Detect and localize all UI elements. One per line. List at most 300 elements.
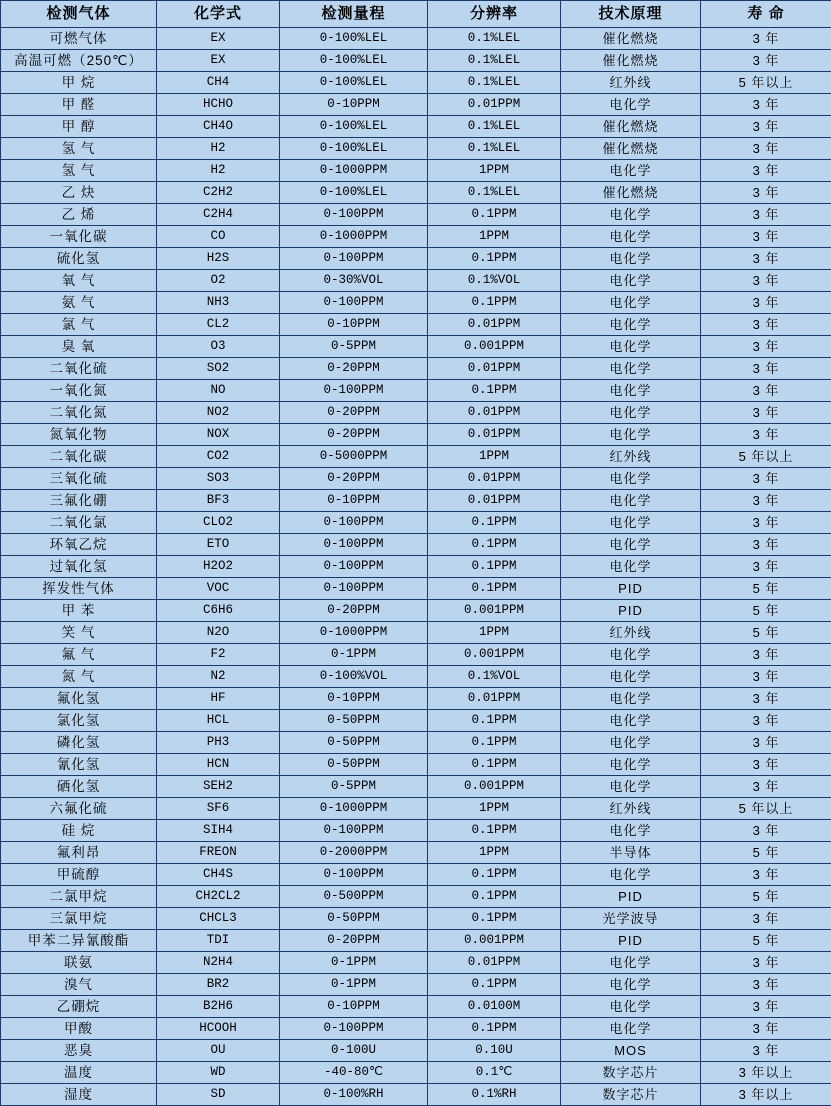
cell-formula: HCHO: [157, 94, 280, 116]
column-header-range: 检测量程: [280, 1, 428, 28]
table-row: [1, 556, 831, 578]
cell-range: 0-50PPM: [280, 732, 428, 754]
table-row: [1, 1018, 831, 1040]
cell-life: 3 年: [701, 94, 831, 116]
cell-formula: HF: [157, 688, 280, 710]
cell-range: 0-100PPM: [280, 556, 428, 578]
cell-formula: CO: [157, 226, 280, 248]
cell-range: 0-100%LEL: [280, 50, 428, 72]
table-header: [1, 1, 831, 28]
cell-life: 3 年: [701, 776, 831, 798]
cell-name: 氢 气: [1, 138, 157, 160]
table-row: [1, 160, 831, 182]
cell-principle: 电化学: [561, 864, 701, 886]
cell-principle: 电化学: [561, 534, 701, 556]
cell-formula: SF6: [157, 798, 280, 820]
cell-range: 0-100%RH: [280, 1084, 428, 1106]
cell-resolution: 0.1%LEL: [428, 116, 561, 138]
table-row: [1, 446, 831, 468]
table-row: [1, 886, 831, 908]
cell-range: 0-10PPM: [280, 490, 428, 512]
cell-life: 3 年: [701, 864, 831, 886]
cell-life: 5 年: [701, 842, 831, 864]
cell-range: 0-1PPM: [280, 974, 428, 996]
cell-principle: 电化学: [561, 314, 701, 336]
cell-resolution: 0.0100M: [428, 996, 561, 1018]
cell-life: 5 年: [701, 930, 831, 952]
cell-resolution: 1PPM: [428, 446, 561, 468]
cell-life: 3 年: [701, 358, 831, 380]
cell-life: 3 年: [701, 490, 831, 512]
cell-range: 0-20PPM: [280, 424, 428, 446]
table-row: [1, 1040, 831, 1062]
cell-range: 0-100%LEL: [280, 28, 428, 50]
cell-range: 0-100PPM: [280, 248, 428, 270]
cell-principle: PID: [561, 886, 701, 908]
cell-principle: 电化学: [561, 666, 701, 688]
cell-range: 0-100PPM: [280, 512, 428, 534]
cell-range: 0-10PPM: [280, 996, 428, 1018]
table-row: [1, 512, 831, 534]
cell-range: 0-100%LEL: [280, 182, 428, 204]
cell-formula: SD: [157, 1084, 280, 1106]
cell-resolution: 0.1PPM: [428, 578, 561, 600]
cell-range: 0-50PPM: [280, 710, 428, 732]
table-row: [1, 72, 831, 94]
cell-principle: 电化学: [561, 358, 701, 380]
cell-formula: HCN: [157, 754, 280, 776]
cell-range: 0-2000PPM: [280, 842, 428, 864]
cell-resolution: 0.1PPM: [428, 732, 561, 754]
cell-life: 3 年: [701, 270, 831, 292]
table-body: [1, 28, 831, 1106]
cell-name: 二氧化碳: [1, 446, 157, 468]
cell-principle: 电化学: [561, 424, 701, 446]
cell-life: 5 年: [701, 600, 831, 622]
cell-resolution: 1PPM: [428, 226, 561, 248]
cell-life: 3 年: [701, 402, 831, 424]
table-row: [1, 138, 831, 160]
cell-resolution: 0.1PPM: [428, 248, 561, 270]
cell-formula: HCL: [157, 710, 280, 732]
cell-resolution: 0.01PPM: [428, 490, 561, 512]
cell-name: 环氧乙烷: [1, 534, 157, 556]
cell-life: 3 年以上: [701, 1062, 831, 1084]
cell-resolution: 1PPM: [428, 160, 561, 182]
cell-resolution: 0.1PPM: [428, 512, 561, 534]
cell-name: 二氯甲烷: [1, 886, 157, 908]
cell-range: 0-100%LEL: [280, 116, 428, 138]
cell-formula: N2: [157, 666, 280, 688]
cell-principle: 电化学: [561, 776, 701, 798]
cell-name: 甲 苯: [1, 600, 157, 622]
cell-name: 温度: [1, 1062, 157, 1084]
cell-name: 联氨: [1, 952, 157, 974]
table-row: [1, 820, 831, 842]
table-row: [1, 798, 831, 820]
cell-formula: N2H4: [157, 952, 280, 974]
cell-range: 0-1000PPM: [280, 160, 428, 182]
cell-range: 0-20PPM: [280, 402, 428, 424]
cell-life: 3 年: [701, 292, 831, 314]
cell-life: 3 年: [701, 996, 831, 1018]
cell-range: 0-20PPM: [280, 358, 428, 380]
cell-formula: CH2CL2: [157, 886, 280, 908]
cell-name: 二氧化硫: [1, 358, 157, 380]
table-row: [1, 380, 831, 402]
cell-formula: HCOOH: [157, 1018, 280, 1040]
cell-resolution: 0.01PPM: [428, 314, 561, 336]
cell-range: 0-50PPM: [280, 754, 428, 776]
cell-formula: C6H6: [157, 600, 280, 622]
cell-principle: 电化学: [561, 512, 701, 534]
cell-resolution: 0.01PPM: [428, 402, 561, 424]
table-row: [1, 622, 831, 644]
cell-range: 0-100%LEL: [280, 72, 428, 94]
table-row: [1, 116, 831, 138]
cell-name: 过氧化氢: [1, 556, 157, 578]
cell-life: 3 年: [701, 314, 831, 336]
cell-life: 3 年: [701, 116, 831, 138]
cell-name: 高温可燃（250℃）: [1, 50, 157, 72]
cell-name: 三氧化硫: [1, 468, 157, 490]
cell-range: 0-100U: [280, 1040, 428, 1062]
cell-life: 3 年: [701, 688, 831, 710]
cell-resolution: 0.01PPM: [428, 688, 561, 710]
table-row: [1, 534, 831, 556]
cell-name: 乙 炔: [1, 182, 157, 204]
table-row: [1, 468, 831, 490]
cell-name: 三氯甲烷: [1, 908, 157, 930]
cell-resolution: 0.01PPM: [428, 424, 561, 446]
cell-resolution: 0.1PPM: [428, 380, 561, 402]
cell-resolution: 0.1%LEL: [428, 138, 561, 160]
cell-resolution: 0.1%LEL: [428, 50, 561, 72]
cell-formula: TDI: [157, 930, 280, 952]
cell-life: 3 年: [701, 50, 831, 72]
cell-range: 0-100PPM: [280, 380, 428, 402]
cell-principle: 电化学: [561, 732, 701, 754]
cell-resolution: 0.1PPM: [428, 534, 561, 556]
cell-formula: CH4O: [157, 116, 280, 138]
cell-resolution: 0.1%LEL: [428, 182, 561, 204]
cell-formula: WD: [157, 1062, 280, 1084]
cell-resolution: 0.1%VOL: [428, 270, 561, 292]
cell-range: 0-20PPM: [280, 468, 428, 490]
cell-life: 3 年: [701, 754, 831, 776]
cell-name: 六氟化硫: [1, 798, 157, 820]
cell-name: 氨 气: [1, 292, 157, 314]
cell-life: 5 年以上: [701, 798, 831, 820]
cell-name: 磷化氢: [1, 732, 157, 754]
cell-resolution: 0.1%RH: [428, 1084, 561, 1106]
cell-name: 甲 烷: [1, 72, 157, 94]
cell-range: 0-100PPM: [280, 204, 428, 226]
cell-principle: 电化学: [561, 204, 701, 226]
cell-principle: 光学波导: [561, 908, 701, 930]
cell-name: 挥发性气体: [1, 578, 157, 600]
cell-principle: 电化学: [561, 996, 701, 1018]
cell-range: 0-20PPM: [280, 930, 428, 952]
table-row: [1, 688, 831, 710]
cell-life: 3 年: [701, 908, 831, 930]
cell-name: 甲酸: [1, 1018, 157, 1040]
cell-name: 氰化氢: [1, 754, 157, 776]
table-row: [1, 710, 831, 732]
cell-life: 3 年: [701, 710, 831, 732]
cell-resolution: 0.1PPM: [428, 974, 561, 996]
cell-life: 3 年: [701, 204, 831, 226]
cell-formula: N2O: [157, 622, 280, 644]
table-row: [1, 776, 831, 798]
cell-range: 0-10PPM: [280, 314, 428, 336]
cell-principle: 半导体: [561, 842, 701, 864]
cell-life: 3 年: [701, 248, 831, 270]
cell-principle: 红外线: [561, 72, 701, 94]
cell-range: 0-30%VOL: [280, 270, 428, 292]
cell-principle: 红外线: [561, 446, 701, 468]
cell-formula: SEH2: [157, 776, 280, 798]
cell-resolution: 0.1℃: [428, 1062, 561, 1084]
cell-formula: NO: [157, 380, 280, 402]
cell-principle: 红外线: [561, 798, 701, 820]
cell-name: 恶臭: [1, 1040, 157, 1062]
cell-formula: FREON: [157, 842, 280, 864]
cell-formula: SO2: [157, 358, 280, 380]
cell-resolution: 1PPM: [428, 798, 561, 820]
cell-name: 二氧化氯: [1, 512, 157, 534]
cell-life: 3 年: [701, 732, 831, 754]
cell-life: 3 年: [701, 336, 831, 358]
table-row: [1, 644, 831, 666]
cell-range: 0-5000PPM: [280, 446, 428, 468]
cell-principle: 数字芯片: [561, 1084, 701, 1106]
cell-name: 二氧化氮: [1, 402, 157, 424]
cell-formula: PH3: [157, 732, 280, 754]
table-row: [1, 292, 831, 314]
cell-life: 3 年: [701, 468, 831, 490]
cell-name: 甲 醇: [1, 116, 157, 138]
cell-range: 0-1000PPM: [280, 798, 428, 820]
cell-life: 3 年: [701, 380, 831, 402]
cell-formula: EX: [157, 50, 280, 72]
column-header-gas-name: 检测气体: [1, 1, 157, 28]
cell-resolution: 0.1PPM: [428, 1018, 561, 1040]
cell-life: 3 年: [701, 226, 831, 248]
cell-life: 3 年: [701, 666, 831, 688]
cell-name: 一氧化氮: [1, 380, 157, 402]
cell-principle: 电化学: [561, 160, 701, 182]
cell-principle: PID: [561, 600, 701, 622]
cell-resolution: 0.1PPM: [428, 864, 561, 886]
cell-range: 0-1PPM: [280, 644, 428, 666]
table-row: [1, 248, 831, 270]
table-row: [1, 1084, 831, 1106]
cell-life: 3 年: [701, 28, 831, 50]
cell-formula: ETO: [157, 534, 280, 556]
cell-resolution: 0.1PPM: [428, 556, 561, 578]
cell-formula: O3: [157, 336, 280, 358]
table-row: [1, 226, 831, 248]
header-row: [1, 1, 831, 28]
cell-principle: 电化学: [561, 336, 701, 358]
cell-formula: NOX: [157, 424, 280, 446]
cell-principle: 催化燃烧: [561, 116, 701, 138]
table-row: [1, 28, 831, 50]
cell-range: 0-100PPM: [280, 864, 428, 886]
cell-range: -40-80℃: [280, 1062, 428, 1084]
cell-name: 甲硫醇: [1, 864, 157, 886]
cell-range: 0-1PPM: [280, 952, 428, 974]
column-header-principle: 技术原理: [561, 1, 701, 28]
cell-range: 0-20PPM: [280, 600, 428, 622]
cell-life: 5 年以上: [701, 446, 831, 468]
cell-formula: CH4S: [157, 864, 280, 886]
cell-name: 氟利昂: [1, 842, 157, 864]
cell-principle: 电化学: [561, 688, 701, 710]
cell-principle: 电化学: [561, 952, 701, 974]
cell-formula: SO3: [157, 468, 280, 490]
cell-life: 5 年: [701, 886, 831, 908]
cell-resolution: 0.01PPM: [428, 94, 561, 116]
cell-resolution: 0.1PPM: [428, 710, 561, 732]
table-row: [1, 490, 831, 512]
cell-resolution: 0.001PPM: [428, 930, 561, 952]
cell-formula: F2: [157, 644, 280, 666]
cell-name: 氯 气: [1, 314, 157, 336]
cell-name: 乙硼烷: [1, 996, 157, 1018]
table-row: [1, 402, 831, 424]
cell-resolution: 0.1%VOL: [428, 666, 561, 688]
cell-range: 0-5PPM: [280, 336, 428, 358]
cell-range: 0-100PPM: [280, 292, 428, 314]
cell-formula: NH3: [157, 292, 280, 314]
table-row: [1, 666, 831, 688]
cell-formula: C2H2: [157, 182, 280, 204]
cell-range: 0-1000PPM: [280, 622, 428, 644]
cell-principle: 电化学: [561, 226, 701, 248]
cell-resolution: 0.1%LEL: [428, 72, 561, 94]
cell-name: 溴气: [1, 974, 157, 996]
cell-principle: 催化燃烧: [561, 182, 701, 204]
cell-range: 0-100%VOL: [280, 666, 428, 688]
cell-range: 0-100PPM: [280, 1018, 428, 1040]
column-header-resolution: 分辨率: [428, 1, 561, 28]
table-row: [1, 974, 831, 996]
cell-life: 3 年: [701, 1018, 831, 1040]
cell-resolution: 0.01PPM: [428, 358, 561, 380]
cell-principle: 红外线: [561, 622, 701, 644]
cell-range: 0-50PPM: [280, 908, 428, 930]
cell-principle: 电化学: [561, 94, 701, 116]
cell-life: 3 年: [701, 644, 831, 666]
cell-principle: 电化学: [561, 820, 701, 842]
table-row: [1, 732, 831, 754]
cell-life: 3 年: [701, 534, 831, 556]
cell-life: 3 年: [701, 1040, 831, 1062]
cell-formula: H2: [157, 160, 280, 182]
cell-range: 0-10PPM: [280, 94, 428, 116]
cell-principle: 电化学: [561, 556, 701, 578]
cell-resolution: 0.001PPM: [428, 644, 561, 666]
table-row: [1, 578, 831, 600]
table-row: [1, 996, 831, 1018]
cell-life: 3 年: [701, 160, 831, 182]
cell-range: 0-1000PPM: [280, 226, 428, 248]
cell-life: 3 年: [701, 182, 831, 204]
cell-name: 甲 醛: [1, 94, 157, 116]
column-header-formula: 化学式: [157, 1, 280, 28]
table-row: [1, 314, 831, 336]
cell-name: 笑 气: [1, 622, 157, 644]
cell-range: 0-10PPM: [280, 688, 428, 710]
table-row: [1, 94, 831, 116]
cell-formula: CO2: [157, 446, 280, 468]
cell-resolution: 0.1PPM: [428, 908, 561, 930]
cell-resolution: 1PPM: [428, 842, 561, 864]
cell-principle: 电化学: [561, 1018, 701, 1040]
cell-formula: O2: [157, 270, 280, 292]
cell-name: 湿度: [1, 1084, 157, 1106]
cell-name: 乙 烯: [1, 204, 157, 226]
table-row: [1, 600, 831, 622]
cell-resolution: 0.1PPM: [428, 820, 561, 842]
cell-formula: C2H4: [157, 204, 280, 226]
table-row: [1, 842, 831, 864]
cell-life: 3 年: [701, 820, 831, 842]
table-row: [1, 50, 831, 72]
cell-formula: OU: [157, 1040, 280, 1062]
table-row: [1, 864, 831, 886]
cell-formula: H2S: [157, 248, 280, 270]
cell-formula: H2: [157, 138, 280, 160]
table-row: [1, 1062, 831, 1084]
cell-name: 氯化氢: [1, 710, 157, 732]
cell-formula: CHCL3: [157, 908, 280, 930]
cell-principle: 电化学: [561, 490, 701, 512]
cell-principle: 电化学: [561, 292, 701, 314]
cell-principle: 电化学: [561, 248, 701, 270]
cell-range: 0-100PPM: [280, 820, 428, 842]
cell-formula: H2O2: [157, 556, 280, 578]
cell-formula: CLO2: [157, 512, 280, 534]
cell-range: 0-100%LEL: [280, 138, 428, 160]
cell-principle: PID: [561, 930, 701, 952]
cell-life: 3 年: [701, 138, 831, 160]
table-row: [1, 204, 831, 226]
cell-principle: 电化学: [561, 644, 701, 666]
cell-principle: 电化学: [561, 710, 701, 732]
cell-name: 氮 气: [1, 666, 157, 688]
cell-resolution: 0.01PPM: [428, 468, 561, 490]
cell-name: 氧 气: [1, 270, 157, 292]
cell-life: 3 年: [701, 974, 831, 996]
cell-range: 0-5PPM: [280, 776, 428, 798]
cell-principle: 电化学: [561, 270, 701, 292]
cell-name: 三氟化硼: [1, 490, 157, 512]
table-row: [1, 952, 831, 974]
cell-resolution: 0.001PPM: [428, 600, 561, 622]
table-row: [1, 424, 831, 446]
cell-formula: BR2: [157, 974, 280, 996]
cell-principle: 催化燃烧: [561, 50, 701, 72]
cell-principle: MOS: [561, 1040, 701, 1062]
column-header-life: 寿 命: [701, 1, 831, 28]
cell-formula: VOC: [157, 578, 280, 600]
cell-principle: 电化学: [561, 974, 701, 996]
table-row: [1, 336, 831, 358]
cell-resolution: 0.10U: [428, 1040, 561, 1062]
